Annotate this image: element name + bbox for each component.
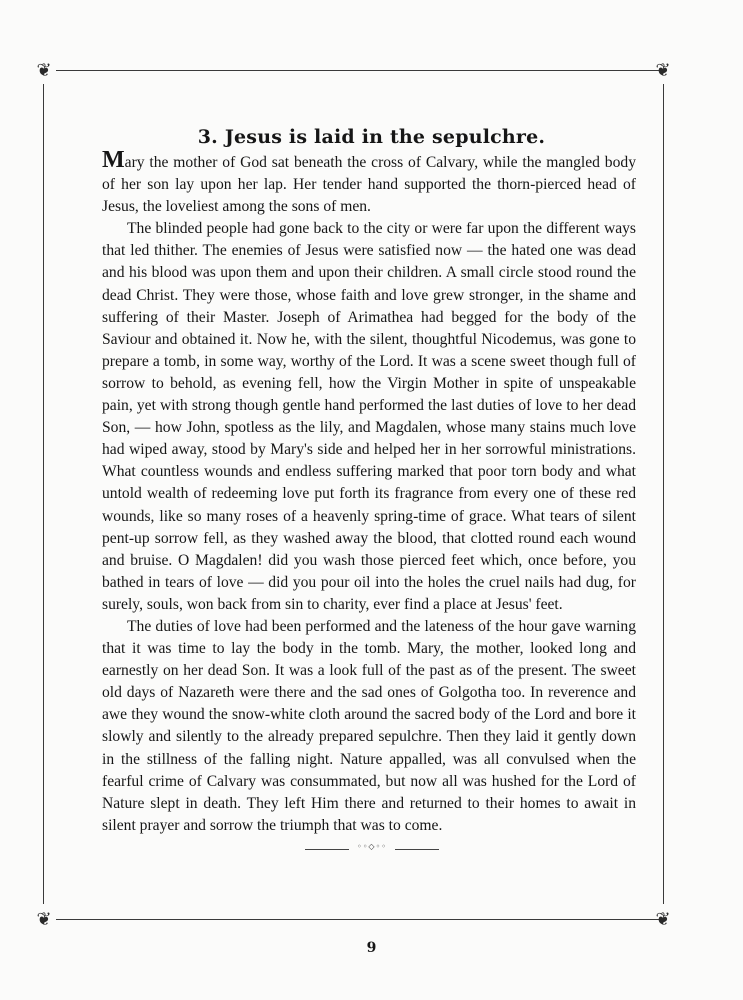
separator-ornament-icon: ◦◦◇◦◦ <box>356 842 388 851</box>
paragraph: Mary the mother of God sat beneath the cross of Calvary, while the mangled body of her son lay upon her lap. Her tender hand supported the thorn-pierced head of Jesus, the loveliest among the sons of men. <box>102 147 636 216</box>
frame-bottom-rule <box>56 919 660 920</box>
chapter-body <box>102 147 636 837</box>
page-number: 9 <box>366 940 377 956</box>
drop-cap: M <box>102 147 125 173</box>
paragraph: The blinded people had gone back to the city or were far upon the different ways that led thither. The enemies of Jesus were satisfied now — the hated one was dead and his blood was upon them and upon their children. A small circle stood round the dead Christ. They were those, whose faith and love grew stronger, in the shame and suffering of their Master. Joseph of Arimathea had begged for the body of the Saviour and obtained it. Now he, with the silent, thoughtful Nicodemus, was gone to prepare a tomb, in some way, worthy of the Lord. It was a scene sweet though full of sorrow to behold, as evening fell, how the Virgin Mother in spite of unspeakable pain, yet with strong though gentle hand performed the last duties of love to her dead Son, — how John, spotless as the lily, and Magdalen, whose many stains much love had wiped away, stood by Mary's side and helped her in her sorrowful ministrations. What countless wounds and endless suffering marked that poor torn body and what untold wealth of redeeming love put forth its fragrance from every one of these red wounds, like so many roses of a heavenly spring-time of grace. What tears of silent pent-up sorrow fell, as they washed away the blood, that clotted round each wound and bruise. O Magdalen! did you wash those pierced feet which, once before, you bathed in tears of love — did you pour oil into the holes the cruel nails had dug, for surely, souls, won back from sin to charity, ever find a place at Jesus' feet. <box>102 220 636 613</box>
separator-line <box>305 849 349 850</box>
section-separator <box>305 844 439 854</box>
chapter-title: 3. Jesus is laid in the sepulchre. <box>197 126 546 148</box>
frame-left-rule <box>43 84 44 904</box>
paragraph: The duties of love had been performed and the lateness of the hour gave warning that it was time to lay the body in the tomb. Mary, the mother, looked long and earnestly on her dead Son. It was a look full of the past as of the present. The sweet old days of Nazareth were there and the sad ones of Golgotha too. In reverence and awe they wound the snow-white cloth around the sacred body of the Lord and bore it slowly and silently to the already prepared sepulchre. Then they laid it gently down in the stillness of the falling night. Nature appalled, was all convulsed when the fearful crime of Calvary was consummated, but now all was hushed for the Lord of Nature slept in death. They left Him there and returned to their homes to await in silent prayer and sorrow the triumph that was to come. <box>102 617 636 834</box>
corner-flourish-icon: ❦ <box>655 909 671 930</box>
frame-top-rule <box>56 70 660 71</box>
corner-flourish-icon: ❦ <box>655 60 671 81</box>
corner-flourish-icon: ❦ <box>36 60 52 81</box>
separator-line <box>395 849 439 850</box>
frame-right-rule <box>663 84 664 904</box>
corner-flourish-icon: ❦ <box>36 909 52 930</box>
